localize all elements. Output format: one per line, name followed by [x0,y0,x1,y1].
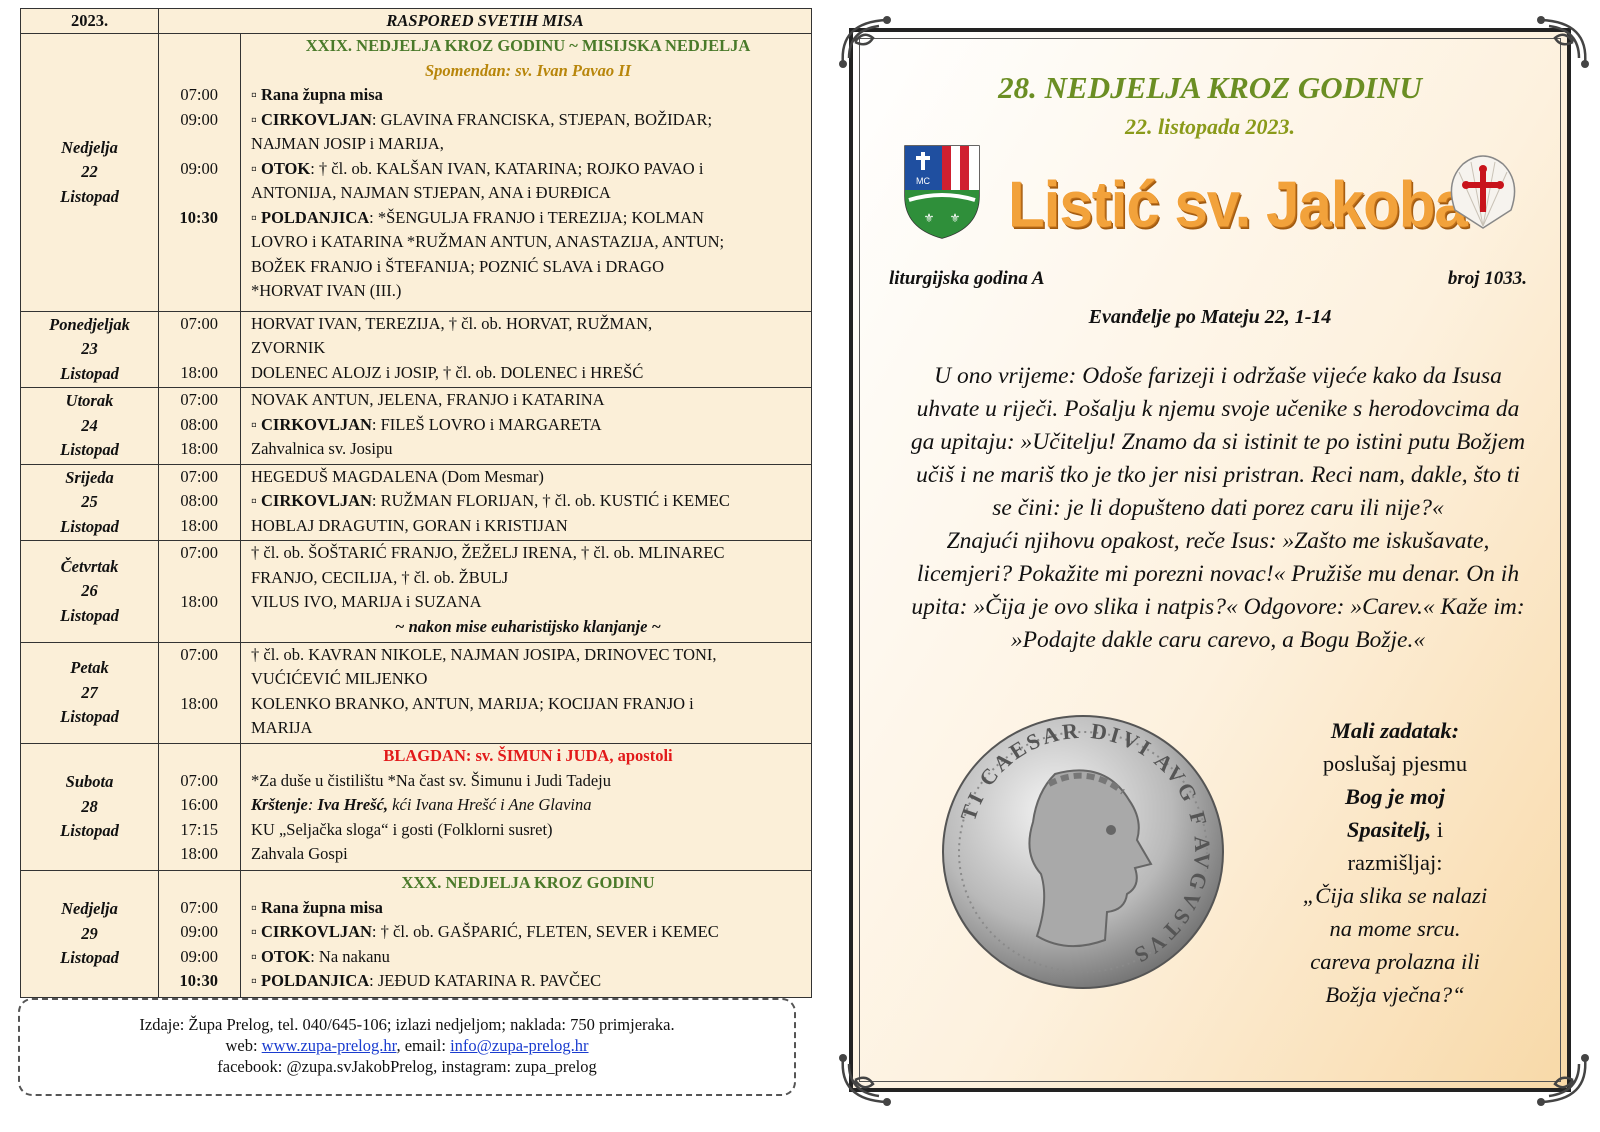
day-label-line: 24 [81,415,98,435]
intention-line: † čl. ob. ŠOŠTARIĆ FRANJO, ŽEŽELJ IRENA, † čl. ob. MLINAREC [251,543,725,563]
intention-line: ZVORNIK [251,338,326,358]
mass-intentions [241,871,812,998]
mass-times [159,541,241,643]
svg-text:TI CAESAR DIVI AVG F AVGVSTVS: TI CAESAR DIVI AVG F AVGVSTVS [955,717,1216,970]
intention-line: ANTONIJA, NAJMAN STJEPAN, ANA i ĐURĐICA [251,183,611,202]
liturgical-year: liturgijska godina A [889,268,1045,289]
corner-ornament-icon [835,12,895,72]
day-label-line: Listopad [60,363,119,383]
mass-time: 07:00 [180,466,218,486]
intention-line: ▫ Rana župna misa [251,897,383,917]
intention-line: HORVAT IVAN, TEREZIJA, † čl. ob. HORVAT, RUŽMAN, [251,313,653,333]
schedule-day-row [21,388,812,464]
task-heading: Mali zadatak: [1330,718,1460,743]
intention-line: NOVAK ANTUN, JELENA, FRANJO i KATARINA [251,390,605,410]
corner-ornament-icon [1533,12,1593,72]
day-label-line: Nedjelja [61,137,118,157]
cover-title: 28. NEDJELJA KROZ GODINU [998,70,1422,105]
mass-time: 07:00 [180,390,218,410]
day-label [21,464,159,540]
mass-times [159,744,241,871]
day-banner: XXX. NEDJELJA KROZ GODINU [401,873,655,893]
schedule-caption: RASPORED SVETIH MISA [159,9,812,34]
mass-time: 09:00 [180,922,218,942]
day-note: ~ nakon mise euharistijsko klanjanje ~ [395,616,661,636]
intention-line: HOBLAJ DRAGUTIN, GORAN i KRISTIJAN [251,515,568,535]
time-spacer [159,34,218,59]
day-label-line: 23 [81,339,98,359]
decorative-frame [849,28,1571,1092]
day-label-line: Listopad [60,707,119,727]
intention-line: MARIJA [251,718,313,738]
schedule-day-row [21,642,812,744]
schedule-day-row [21,464,812,540]
day-label-line: 28 [81,796,98,816]
day-label-line: Petak [70,658,109,678]
mass-intentions [241,464,812,540]
day-label-line: Srijeda [65,467,114,487]
intention-line: VILUS IVO, MARIJA i SUZANA [251,592,482,612]
time-spacer [159,59,218,84]
intention-line: ▫ POLDANJICA: JEĐUD KATARINA R. PAVČEC [251,971,602,991]
mass-time: 07:00 [180,85,218,104]
issue-number: broj 1033. [1447,268,1527,289]
day-label-line: Nedjelja [61,899,118,919]
time-spacer [159,336,218,361]
day-label [21,744,159,871]
time-spacer [159,181,218,206]
intention-line: VUĆIĆEVIĆ MILJENKO [251,669,428,689]
intention-line: Zahvalnica sv. Josipu [251,439,393,459]
mass-time: 09:00 [180,946,218,966]
day-label-line: Listopad [60,605,119,625]
intention-line: † čl. ob. KAVRAN NIKOLE, NAJMAN JOSIPA, DRINOVEC TONI, [251,644,717,664]
intention-line: Krštenje: Iva Hrešć, kći Ivana Hrešć i Ane Glavina [251,795,592,815]
website-link[interactable]: www.zupa-prelog.hr [261,1036,397,1055]
time-spacer [159,871,218,896]
day-label-line: Listopad [60,186,119,206]
mass-time: 08:00 [180,491,218,511]
time-spacer [159,566,218,591]
day-label [21,34,159,312]
publisher-line: Izdaje: Župa Prelog, tel. 040/645-106; izlazi nedjeljom; naklada: 750 primjeraka. [139,1015,675,1034]
intention-line: LOVRO i KATARINA *RUŽMAN ANTUN, ANASTAZIJA, ANTUN; [251,232,725,251]
day-label-line: Listopad [60,948,119,968]
cover-date: 22. listopada 2023. [1125,114,1295,139]
time-spacer [159,716,218,741]
mass-intentions [241,311,812,387]
mass-time: 07:00 [180,644,218,664]
day-label [21,541,159,643]
svg-text:MC: MC [916,176,930,186]
mass-time: 17:15 [180,819,218,839]
mass-time: 18:00 [180,844,218,864]
small-task-box: Mali zadatak: poslušaj pjesmu Bog je moj Spasitelj, i razmišljaj: „Čija slika se nalazi na mome srcu. careva prolazna ili Božja vječna?“ [1295,714,1495,1011]
day-label [21,388,159,464]
mass-intentions [241,34,812,312]
intention-line: ▫ OTOK: † čl. ob. KALŠAN IVAN, KATARINA; ROJKO PAVAO i [251,158,704,178]
time-spacer [159,132,218,157]
intention-line: Zahvala Gospi [251,844,348,864]
day-banner: XXIX. NEDJELJA KROZ GODINU ~ MISIJSKA NEDJELJA [305,36,751,55]
intention-line: KU „Seljačka sloga“ i gosti (Folklorni susret) [251,819,553,839]
mass-time: 18:00 [180,439,218,459]
day-label-line: 29 [81,923,98,943]
mass-intentions [241,744,812,871]
intention-line: DOLENEC ALOJZ i JOSIP, † čl. ob. DOLENEC i HREŠĆ [251,362,644,382]
day-label-line: Listopad [60,821,119,841]
day-label-line: 27 [81,682,98,702]
intention-line: BOŽEK FRANJO i ŠTEFANIJA; POZNIĆ SLAVA i DRAGO [251,256,665,276]
mass-time: 07:00 [180,313,218,333]
mass-time: 09:00 [180,158,218,178]
gospel-reference: Evanđelje po Mateju 22, 1-14 [1088,306,1332,328]
mass-time: 07:00 [180,543,218,563]
intention-line: ▫ OTOK: Na nakanu [251,946,390,966]
intention-line: NAJMAN JOSIP i MARIJA, [251,134,444,153]
newsletter-banner: Listić sv. Jakoba [1008,168,1467,241]
schedule-day-row [21,34,812,312]
cover-page [835,12,1595,1120]
mass-times [159,464,241,540]
day-label-line: 26 [81,581,98,601]
mass-time: 18:00 [180,693,218,713]
schedule-day-row [21,541,812,643]
intention-line: *Za duše u čistilištu *Na čast sv. Šimunu i Judi Tadeju [251,770,611,790]
song-title-2: Spasitelj, [1346,817,1432,842]
day-label [21,642,159,744]
corner-ornament-icon [835,1050,895,1110]
intention-line: FRANJO, CECILIJA, † čl. ob. ŽBULJ [251,567,509,587]
day-label-line: 25 [81,492,98,512]
time-spacer [159,744,218,769]
mass-time: 16:00 [180,795,218,815]
social-line: facebook: @zupa.svJakobPrelog, instagram: zupa_prelog [217,1057,597,1076]
scallop-shell-icon [1445,152,1521,232]
intention-line: ▫ CIRKOVLJAN: † čl. ob. GAŠPARIĆ, FLETEN, SEVER i KEMEC [251,922,719,942]
day-label-line: 22 [81,162,98,182]
mass-time: 07:00 [180,897,218,917]
mass-time: 18:00 [180,362,218,382]
mass-time: 10:30 [179,207,218,227]
intention-line: *HORVAT IVAN (III.) [251,281,402,300]
contact-line: web: www.zupa-prelog.hr, email: info@zupa-prelog.hr [225,1036,589,1055]
corner-ornament-icon [1533,1050,1593,1110]
email-link[interactable]: info@zupa-prelog.hr [450,1036,589,1055]
intention-line: HEGEDUŠ MAGDALENA (Dom Mesmar) [251,466,544,486]
intention-line: KOLENKO BRANKO, ANTUN, MARIJA; KOCIJAN FRANJO i [251,693,694,713]
mass-time: 09:00 [180,109,218,129]
feast-title: BLAGDAN: sv. ŠIMUN i JUDA, apostoli [383,746,673,766]
svg-text:⚜: ⚜ [923,211,935,225]
mass-time: 10:30 [179,971,218,991]
time-spacer [159,279,218,304]
intention-line: ▫ CIRKOVLJAN: GLAVINA FRANCISKA, STJEPAN, BOŽIDAR; [251,109,713,129]
svg-text:⚜: ⚜ [949,211,961,225]
time-spacer [159,230,218,255]
song-title-1: Bog je moj [1345,784,1445,809]
day-label [21,311,159,387]
parish-crest-icon [903,144,981,240]
mass-intentions [241,541,812,643]
mass-times [159,34,241,312]
mass-intentions [241,388,812,464]
mass-time: 18:00 [180,515,218,535]
schedule-day-row [21,871,812,998]
gospel-text: U ono vrijeme: Odoše farizeji i održaše vijeće kako da Isusa uhvate u riječi. Pošalju k njemu svoje učenike s herodovcima da ga upitaju: »Učitelju! Znamo da si istinit te po istini putu Božjem učiš i ne mariš tko je tko jer nisi pristran. Reci nam, dakle, što ti se čini: je li dopušteno dati porez caru ili nije?« Znajući njihovu opakost, reče Isus: »Zašto me iskušavate, licemjeri? Pokažite mi porezni novac!« Pružiše mu denar. On ih upita: »Čija je ovo slika i natpis?« Odgovore: »Carev.« Kaže im: »Podajte dakle caru carevo, a Bogu Božje.« [910,363,1526,653]
time-spacer [159,255,218,280]
mass-times [159,388,241,464]
mass-times [159,642,241,744]
mass-time: 08:00 [180,414,218,434]
mass-time: 07:00 [180,770,218,790]
intention-line: ▫ CIRKOVLJAN: FILEŠ LOVRO i MARGARETA [251,414,602,434]
time-spacer [159,667,218,692]
day-label [21,871,159,998]
day-label-line: Listopad [60,516,119,536]
intention-line: ▫ Rana župna misa [251,85,383,104]
mass-times [159,311,241,387]
schedule-day-row [21,744,812,871]
mass-time: 18:00 [180,592,218,612]
intention-line: ▫ CIRKOVLJAN: RUŽMAN FLORIJAN, † čl. ob. KUSTIĆ i KEMEC [251,491,730,511]
day-label-line: Četvrtak [60,556,119,576]
day-subtitle: Spomendan: sv. Ivan Pavao II [424,60,632,80]
day-label-line: Ponedjeljak [49,314,130,334]
schedule-year: 2023. [21,9,159,34]
mass-intentions [241,642,812,744]
mass-schedule-table [20,8,812,998]
intention-line: ▫ POLDANJICA: *ŠENGULJA FRANJO i TEREZIJA; KOLMAN [251,207,704,227]
day-label-line: Utorak [65,391,114,411]
schedule-day-row [21,311,812,387]
publisher-footer [18,998,796,1096]
day-label-line: Subota [65,772,114,792]
day-label-line: Listopad [60,440,119,460]
mass-times [159,871,241,998]
roman-denarius-coin-image [937,704,1229,996]
